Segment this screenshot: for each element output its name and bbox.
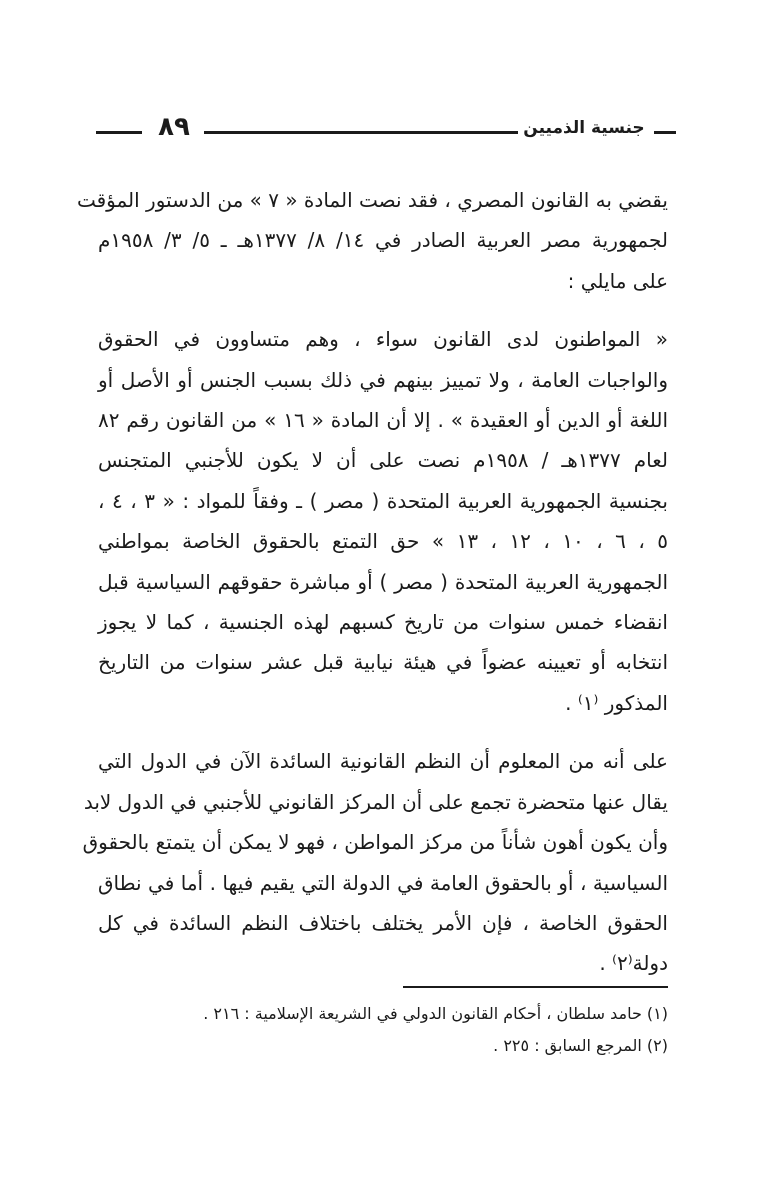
text-line: على مايلي : [567,268,668,293]
footnote-separator [403,986,668,988]
text-line: دولة⁽٢⁾ . [599,951,668,976]
text-line: اللغة أو الدين أو العقيدة » . إلا أن المادة « ١٦ » من القانون رقم ٨٢ [98,408,668,433]
page-number: ٨٩ [158,112,190,142]
footnote-2: (٢) المرجع السابق : ٢٢٥ . [493,1036,668,1055]
text-line: الجمهورية العربية المتحدة ( مصر ) أو مباشرة حقوقهم السياسية قبل [98,569,668,594]
text-line: « المواطنون لدى القانون سواء ، وهم متساوون في الحقوق [98,327,668,352]
text-line: لجمهورية مصر العربية الصادر في ١٤/ ٨/ ١٣٧٧هـ ـ ٥/ ٣/ ١٩٥٨م [98,228,668,253]
paragraph [76,180,668,301]
text-line: لعام ١٣٧٧هـ / ١٩٥٨م نصت على أن لا يكون للأجنبي المتجنس [98,448,669,473]
paragraph [98,319,668,723]
body-text [76,180,669,984]
footnote-1: (١) حامد سلطان ، أحكام القانون الدولي في الشريعة الإسلامية : ٢١٦ . [203,1004,668,1023]
text-line: والواجبات العامة ، ولا تمييز بينهم في ذلك بسبب الجنس أو الأصل أو [98,367,668,392]
running-title: جنسية الذميين [518,118,650,138]
text-line: بجنسية الجمهورية العربية المتحدة ( مصر ) ـ وفقاً للمواد : « ٣ ، ٤ ، [98,488,669,513]
text-line: السياسية ، أو بالحقوق العامة في الدولة التي يقيم فيها . أما في نطاق [98,870,668,895]
running-header [96,108,676,148]
text-line: يقضي به القانون المصري ، فقد نصت المادة « ٧ » من الدستور المؤقت [76,188,668,212]
text-line: وأن يكون أهون شأناً من مركز المواطن ، فهو لا يمكن أن يتمتع بالحقوق [82,830,668,855]
text-line: على أنه من المعلوم أن النظم القانونية السائدة الآن في الدول التي [98,749,668,774]
text-line: ٥ ، ٦ ، ١٠ ، ١٢ ، ١٣ » حق التمتع بالحقوق الخاصة بمواطني [98,529,669,554]
header-rule-left [96,131,142,134]
text-line: المذكور ⁽١⁾ . [565,690,668,715]
paragraph [82,741,668,983]
header-rule-right [654,131,676,134]
text-line: انقضاء خمس سنوات من تاريخ كسبهم لهذه الجنسية ، كما لا يجوز [98,610,668,635]
text-line: الحقوق الخاصة ، فإن الأمر يختلف باختلاف النظم السائدة في كل [98,910,668,935]
text-line: انتخابه أو تعيينه عضواً في هيئة نيابية قبل عشر سنوات من التاريخ [98,650,668,675]
footnotes [98,998,668,1062]
text-line: يقال عنها متحضرة تجمع على أن المركز القانوني للأجنبي في الدول لابد [83,789,668,814]
